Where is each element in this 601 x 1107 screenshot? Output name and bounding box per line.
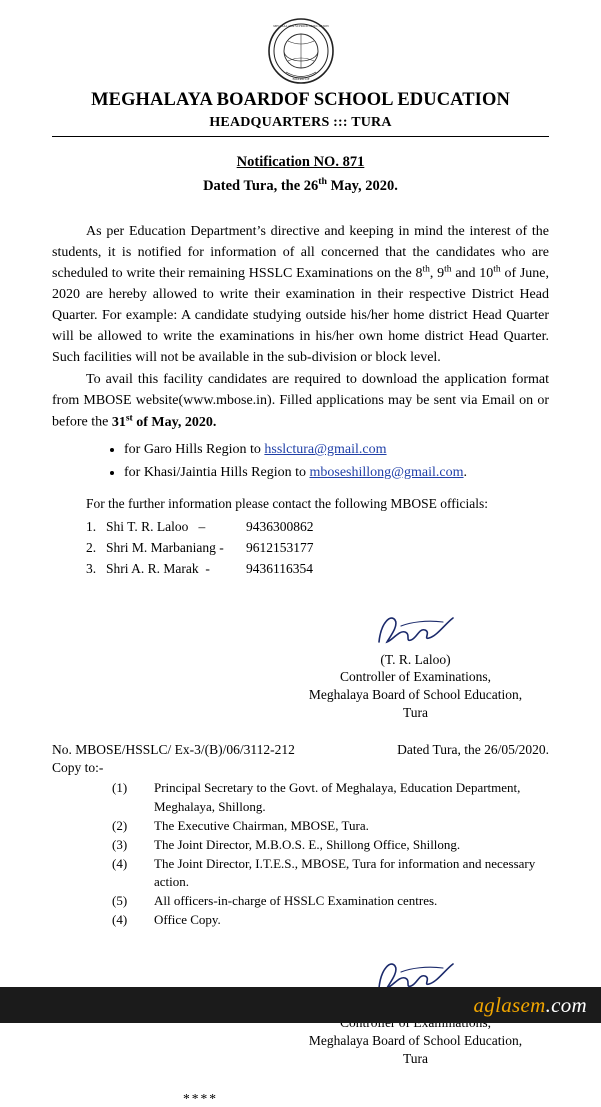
list-item: [52, 836, 549, 855]
contact-phone: 9612153177: [246, 539, 314, 555]
deadline-sup: st: [125, 413, 133, 424]
copy-text: Office Copy.: [154, 912, 221, 928]
contact-index: 2.: [86, 539, 97, 555]
notification-date-sup: th: [318, 176, 328, 187]
organization-title: MEGHALAYA BOARDOF SCHOOL EDUCATION: [91, 90, 510, 110]
contact-phone: 9436116354: [246, 561, 313, 577]
signature-icon: [282, 610, 549, 650]
brand-tld: .com: [545, 992, 587, 1017]
table-row: [86, 537, 549, 558]
email-link-garo[interactable]: hsslctura@gmail.com: [264, 442, 387, 458]
table-row: [86, 558, 549, 579]
list-item: [124, 462, 549, 484]
contact-name-text: Shi T. R. Laloo: [106, 518, 189, 534]
contact-name: [106, 516, 246, 537]
body-text: [52, 221, 549, 433]
logo-container: [52, 0, 549, 88]
copy-text: The Executive Chairman, MBOSE, Tura.: [154, 817, 369, 833]
signatory-role-line1: Controller of Examinations,: [339, 668, 492, 684]
signatory-role-line3: Tura: [402, 1051, 428, 1067]
signatory-role-line2: Meghalaya Board of School Education,: [308, 686, 523, 702]
bullet-2-suffix: .: [463, 464, 468, 480]
list-item: [52, 892, 549, 911]
watermark-brand: [473, 993, 587, 1018]
deadline-day: 31: [111, 415, 126, 431]
signatory-role-line2: Meghalaya Board of School Education,: [308, 1033, 523, 1049]
contact-dash: -: [205, 561, 210, 577]
paragraph-2-deadline: [112, 415, 216, 430]
paragraph-2: [52, 369, 549, 433]
brand-name: aglasem: [473, 992, 546, 1017]
contact-name-text: Shri M. Marbaniang: [106, 539, 216, 555]
list-item: [52, 911, 549, 930]
signature-block-1: [52, 610, 549, 723]
contact-list: [52, 516, 549, 580]
reference-number: No. MBOSE/HSSLC/ Ex-3/(B)/06/3112-212: [52, 742, 295, 758]
reference-row: [52, 742, 549, 758]
copy-index: (2): [112, 817, 128, 833]
copy-index: (4): [112, 855, 128, 871]
contact-dash: -: [219, 539, 224, 555]
reference-date: Dated Tura, the 26/05/2020.: [397, 742, 549, 758]
list-item: [52, 855, 549, 893]
contact-name: [106, 537, 246, 558]
notification-date-prefix: Dated Tura, the 26: [203, 177, 319, 194]
contact-name-text: Shri A. R. Marak: [106, 561, 199, 577]
contact-intro: For the further information please contact the following MBOSE officials:: [86, 495, 489, 511]
notification-title: Notification NO. 871: [236, 154, 365, 170]
header-divider: [52, 136, 549, 137]
paragraph-2-text: To avail this facility candidates are required to download the application format from MBOSE website(www.mbose.in). Filled applications may be sent via Email on or before the: [52, 372, 549, 431]
bullet-2-prefix: for Khasi/Jaintia Hills Region to: [124, 464, 310, 480]
svg-text:MEGHALAYA SCHOOL EDUCATION: MEGHALAYA SCHOOL EDUCATION: [272, 24, 329, 28]
copy-index: (4): [112, 912, 128, 928]
end-marker: ****: [183, 1090, 218, 1106]
notification-date-suffix: May, 2020.: [327, 177, 398, 194]
paragraph-1: [52, 221, 549, 369]
copy-text: The Joint Director, M.B.O.S. E., Shillong Office, Shillong.: [154, 836, 461, 852]
contact-phone: 9436300862: [246, 518, 314, 534]
paragraph-1-text: As per Education Department’s directive and keeping in mind the interest of the students, it is notified for information of all concerned that the candidates who are scheduled to write their remaining HSSLC Examinations on the 8th, 9th and 10th of June, 2020 are hereby allowed to write their examination in their respective District Head Quarter. For example: A candidate studying outside his/her home district Head Quarter will be allowed to write the examinations in his/her own home district Head Quarter. Such facilities will not be available in the sub-division or block level.: [52, 223, 550, 366]
copy-subtext: Meghalaya, Shillong.: [154, 799, 266, 814]
copy-index: (5): [112, 893, 128, 909]
contact-index: 3.: [86, 561, 97, 577]
list-item: [52, 779, 549, 817]
copy-index: (3): [112, 836, 128, 852]
copy-text: All officers-in-charge of HSSLC Examination centres.: [154, 893, 438, 909]
deadline-rest: of May, 2020.: [132, 415, 217, 431]
list-item: [52, 817, 549, 836]
email-bullet-list: [52, 439, 549, 483]
list-item: [124, 439, 549, 461]
email-link-khasi[interactable]: mboseshillong@gmail.com: [309, 464, 464, 480]
copy-index: (1): [112, 780, 128, 796]
contact-dash: –: [198, 518, 206, 534]
bullet-1-prefix: for Garo Hills Region to: [124, 442, 265, 458]
organization-subtitle: HEADQUARTERS ::: TURA: [209, 115, 392, 130]
copy-to-list: [52, 779, 549, 930]
table-row: [86, 516, 549, 537]
footer-bar: [0, 987, 601, 1023]
contact-index: 1.: [86, 518, 97, 534]
svg-text:BOARD OF: BOARD OF: [291, 77, 310, 81]
copy-text: Principal Secretary to the Govt. of Meghalaya, Education Department,: [154, 780, 521, 796]
mbose-emblem-icon: [264, 14, 338, 88]
copy-to-label: Copy to:-: [52, 760, 104, 776]
signatory-role-line3: Tura: [402, 704, 428, 720]
copy-text: The Joint Director, I.T.E.S., MBOSE, Tura for information and necessary action.: [154, 855, 536, 890]
notification-date: [52, 176, 549, 195]
contact-name: [106, 558, 246, 579]
signatory-name: (T. R. Laloo): [380, 651, 451, 667]
